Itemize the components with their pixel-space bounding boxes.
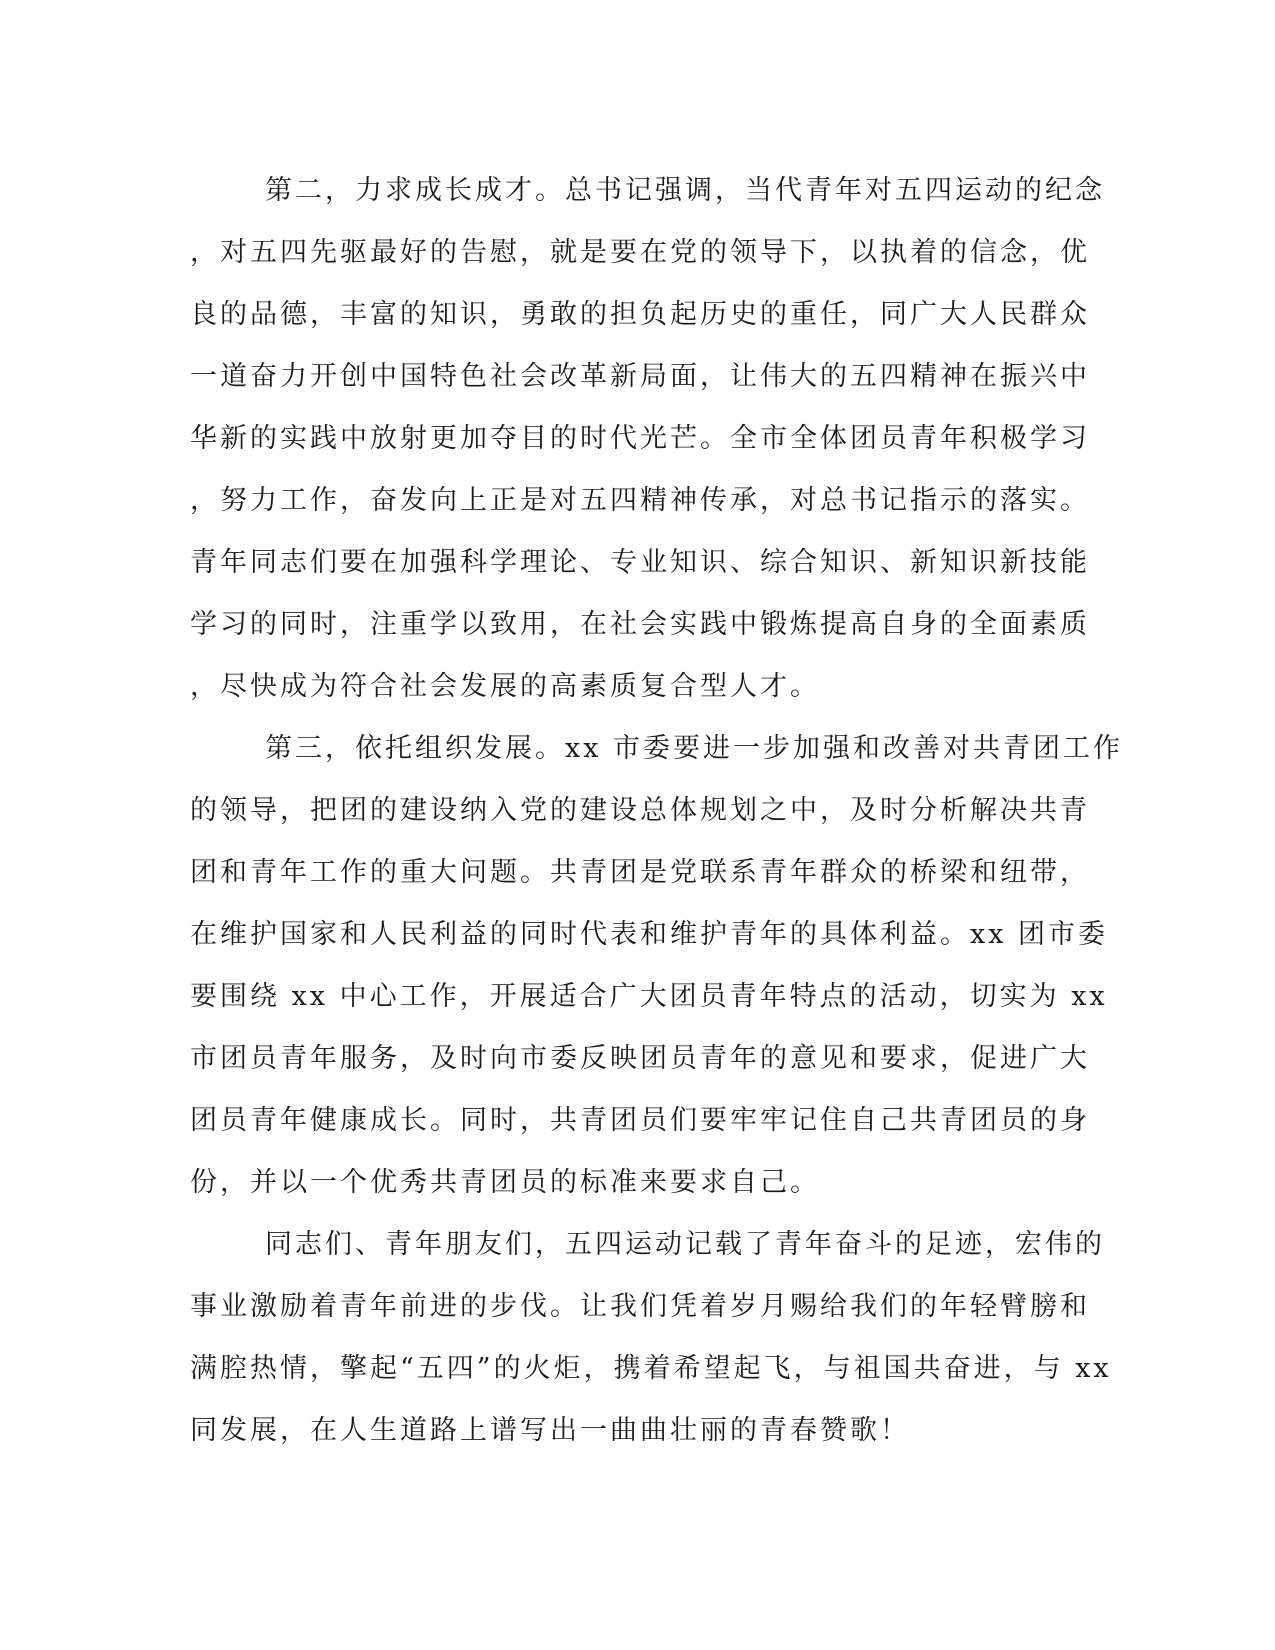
text-line: 团员青年健康成长。同时，共青团员们要牢牢记住自己共青团员的身 [190,1105,1090,1136]
text-line: 满腔热情，擎起“五四”的火炬，携着希望起飞，与祖国共奋进，与 xx [190,1353,1112,1384]
text-line: 同发展，在人生道路上谱写出一曲曲壮丽的青春赞歌！ [190,1415,910,1446]
text-line: 事业激励着青年前进的步伐。让我们凭着岁月赐给我们的年轻臂膀和 [190,1291,1090,1322]
text-line: 在维护国家和人民利益的同时代表和维护青年的具体利益。xx 团市委 [190,919,1109,950]
text-line: 团和青年工作的重大问题。共青团是党联系青年群众的桥梁和纽带， [190,857,1090,888]
text-line: 同志们、青年朋友们，五四运动记载了青年奋斗的足迹，宏伟的 [265,1229,1105,1260]
text-line: 青年同志们要在加强科学理论、专业知识、综合知识、新知识新技能 [190,547,1090,578]
text-line: ，努力工作，奋发向上正是对五四精神传承，对总书记指示的落实。 [190,485,1090,516]
text-line: 市团员青年服务，及时向市委反映团员青年的意见和要求，促进广大 [190,1043,1090,1074]
document-body [190,160,1124,1462]
text-line: 良的品德，丰富的知识，勇敢的担负起历史的重任，同广大人民群众 [190,299,1090,330]
text-line: ，尽快成为符合社会发展的高素质复合型人才。 [190,671,820,702]
text-line: 的领导，把团的建设纳入党的建设总体规划之中，及时分析解决共青 [190,795,1090,826]
text-line: 第二，力求成长成才。总书记强调，当代青年对五四运动的纪念 [265,175,1105,206]
text-line: ，对五四先驱最好的告慰，就是要在党的领导下，以执着的信念，优 [190,237,1090,268]
text-line: 要围绕 xx 中心工作，开展适合广大团员青年特点的活动，切实为 xx [190,981,1108,1012]
text-line: 份，并以一个优秀共青团员的标准来要求自己。 [190,1167,820,1198]
text-line: 第三，依托组织发展。xx 市委要进一步加强和改善对共青团工作 [265,733,1124,764]
text-line: 学习的同时，注重学以致用，在社会实践中锻炼提高自身的全面素质 [190,609,1090,640]
text-line: 一道奋力开创中国特色社会改革新局面，让伟大的五四精神在振兴中 [190,361,1090,392]
text-line: 华新的实践中放射更加夺目的时代光芒。全市全体团员青年积极学习 [190,423,1090,454]
